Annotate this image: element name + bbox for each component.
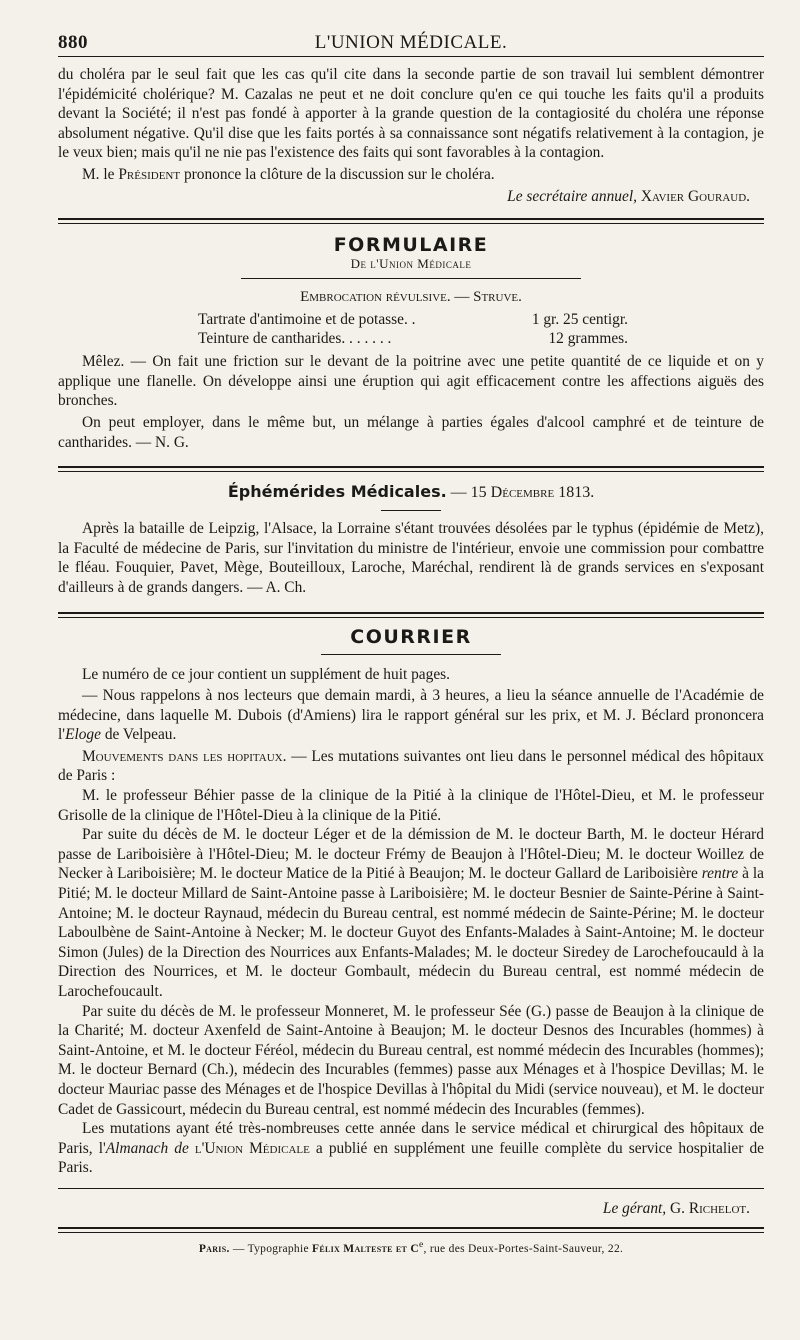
closing-rule (58, 1188, 764, 1189)
ingredient-list (198, 310, 628, 348)
recipe-title: Embrocation révulsive. — Struve. (300, 289, 522, 306)
page-number: 880 (58, 32, 88, 53)
ingredient-row: Teinture de cantharides. . . . . . . 12 grammes. (198, 330, 628, 348)
ephemerides-rule (381, 510, 441, 511)
courrier-almanach: Les mutations ayant été très-nombreuses cette année dans le service médical et chirurgical des hôpitaux de Paris, l'Almanach de l'Union Médicale a publié en supplément une feuille complète du service hospitalier de Paris. (58, 1120, 764, 1177)
ingredient-row: Tartrate d'antimoine et de potasse. . 1 gr. 25 centigr. (198, 311, 628, 329)
courrier-leger: Par suite du décès de M. le docteur Léger et de la démission de M. le docteur Barth, M. le docteur Hérard passe de Lariboisière à l'Hôtel-Dieu; M. le docteur Frémy de Beaujon à l'Hôtel-Dieu; M. le docteur Woillez de Necker à Lariboisière; M. le docteur Matice de la Pitié à Beaujon; M. le docteur Gallard de Lariboisière rentre à la Pitié; M. le docteur Millard de Saint-Antoine passe à Lariboisière; M. le docteur Besnier de Sainte-Périne à Saint-Antoine; M. le docteur Raynaud, médecin du Bureau central, est nommé médecin de Sainte-Périne; M. le docteur Laboulbène de Saint-Antoine à Necker; M. le docteur Guyot des Enfants-Malades à Saint-Antoine; M. le docteur Simon (Jules) de la Direction des Nourrices aux Enfants-Malades; M. le docteur Siredey de Larochefoucauld à la Direction des Nourrices, et M. le docteur Gombault, médecin du Bureau central, est nommé médecin de Larochefoucault. (58, 826, 764, 1000)
secretary-signature: Le secrétaire annuel, Xavier Gouraud. (507, 187, 750, 205)
subtitle-rule (241, 278, 581, 279)
printer-footer: Paris. — Typographie Félix Malteste et Ce, rue des Deux-Portes-Saint-Sauveur, 22. (198, 1238, 624, 1255)
ephemerides-paragraph: Après la bataille de Leipzig, l'Alsace, la Lorraine s'étant trouvées désolées par le typhus (épidémie de Metz), la Faculté de médecine de Paris, sur l'invitation du ministre de l'intérieur, envoie une commission pour combattre le fléau. Fouquier, Pavet, Mège, Bouteilloux, Laroche, Maréchal, rendirent là de grands services en s'exposant d'ailleurs à de grands dangers. — A. Ch. (58, 520, 764, 596)
intro-paragraph: du choléra par le seul fait que les cas qu'il cite dans la seconde partie de son travail lui semblent démontrer l'épidémicité cholérique? M. Cazalas ne peut et ne doit conclure qu'en ce qui touche les faits qu'il a produits devant la Société; il n'est pas fondé à apporter à la grande question de la contagiosité du choléra une réponse absolument négative. Qu'il dise que les faits portés à sa connaissance sont négatifs relativement à la contagion, je le veux bien; mais qu'il ne nie pas l'existence des faits qui sont favorables à la contagion. (58, 66, 764, 162)
courrier-title: COURRIER (350, 625, 472, 648)
formulaire-subtitle: De l'Union Médicale (350, 256, 472, 272)
recipe-variant: On peut employer, dans le même but, un mélange à parties égales d'alcool camphré et de teinture de cantharides. — N. G. (58, 413, 764, 451)
gerant-signature: Le gérant, G. Richelot. (602, 1199, 750, 1217)
courrier-rule (321, 654, 501, 655)
ephemerides-title: Éphémérides Médicales. — 15 Décembre 1813. (227, 482, 595, 502)
courrier-supplement: Le numéro de ce jour contient un supplément de huit pages. (82, 665, 450, 683)
courrier-mouvements: Mouvements dans les hopitaux. — Les mutations suivantes ont lieu dans le personnel médical des hôpitaux de Paris : (58, 747, 764, 785)
courrier-monneret: Par suite du décès de M. le professeur Monneret, M. le professeur Sée (G.) passe de Beaujon à la clinique de la Charité; M. docteur Axenfeld de Saint-Antoine à Beaujon; M. le docteur Desnos des Incurables (hommes) à Saint-Antoine, et M. le docteur Féréol, médecin du Bureau central, est nommé médecin des Incurables (hommes); M. le docteur Bernard (Ch.), médecin des Incurables (femmes) passe aux Ménages et à l'hospice Devillas; M. le docteur Mauriac passe des Ménages et de l'hospice Devillas à l'hôpital du Midi (service nouveau), et M. le docteur Cadet de Gassicourt, médecin du Bureau central, est nommé médecin des Incurables (femmes). (58, 1002, 764, 1118)
recipe-instructions: Mêlez. — On fait une friction sur le devant de la poitrine avec une petite quantité de ce liquide et on y applique une flanelle. On développe ainsi une éruption qui agit efficacement contre les affections aiguës des bronches. (58, 353, 764, 410)
president-line: M. le Président prononce la clôture de la discussion sur le choléra. (82, 165, 495, 183)
section-divider (58, 612, 764, 618)
journal-title: L'UNION MÉDICALE. (314, 32, 508, 53)
section-divider (58, 466, 764, 472)
running-head (58, 28, 764, 56)
footer-rule (58, 1227, 764, 1233)
courrier-academie: — Nous rappelons à nos lecteurs que demain mardi, à 3 heures, a lieu la séance annuelle de l'Académie de médecine, dans laquelle M. Dubois (d'Amiens) lira le rapport général sur les prix, et M. J. Béclard prononcera l'Eloge de Velpeau. (58, 687, 764, 744)
courrier-behier: M. le professeur Béhier passe de la clinique de la Pitié à la clinique de l'Hôtel-Dieu, et M. le professeur Grisolle de la clinique de l'Hôtel-Dieu à la clinique de la Pitié. (58, 787, 764, 824)
header-rule (58, 56, 764, 57)
section-divider (58, 218, 764, 224)
formulaire-title: FORMULAIRE (333, 234, 489, 257)
